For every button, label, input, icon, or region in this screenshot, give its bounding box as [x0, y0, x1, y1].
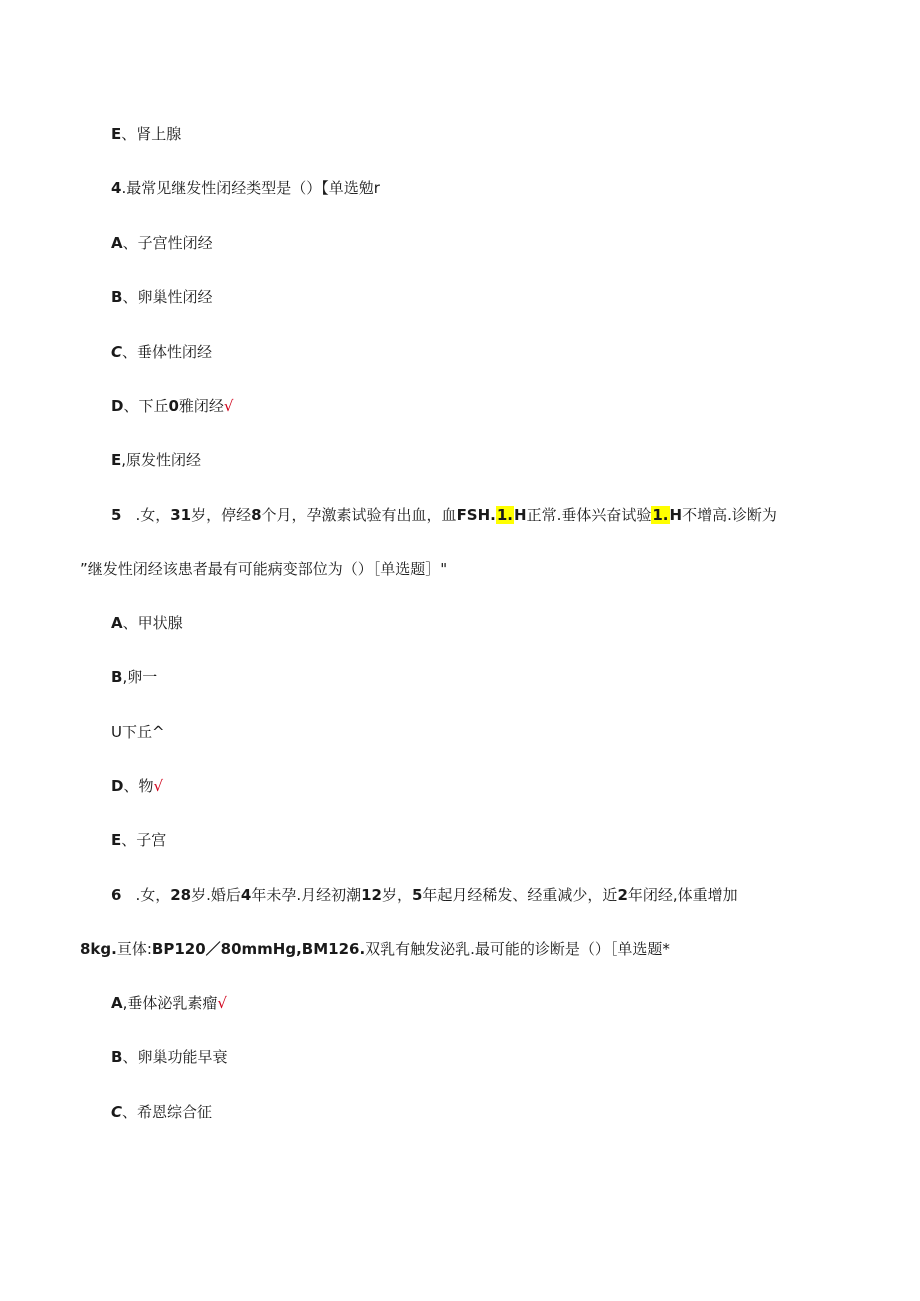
- option-text: 、卵巢性闭经: [122, 288, 213, 306]
- question-number: 6: [111, 886, 122, 904]
- stem-text: 个月，孕激素试验有出血，血: [261, 506, 457, 524]
- q6-option-b: [111, 1047, 227, 1067]
- stem-text: 双乳有触发泌乳.最可能的诊断是（）［单选题*: [365, 940, 670, 958]
- question-number: 5: [111, 506, 122, 524]
- option-letter: A: [111, 614, 123, 632]
- option-text: 、下丘: [123, 397, 169, 415]
- option-text: 、希恩综合征: [122, 1103, 213, 1121]
- stem-text: 岁.婚后: [191, 886, 241, 904]
- option-text: 、肾上腺: [121, 125, 182, 143]
- q5-option-b: [111, 667, 157, 687]
- q4-option-a: [111, 233, 213, 253]
- option-letter: E: [111, 831, 122, 849]
- option-letter: D: [111, 397, 124, 415]
- stem-text: 岁，: [381, 886, 412, 904]
- q4-option-d: [111, 396, 233, 416]
- stem-text: 年闭经,体重增加: [627, 886, 738, 904]
- option-text: 、垂体性闭经: [122, 343, 213, 361]
- option-letter: E: [111, 125, 122, 143]
- q4-option-c: [111, 342, 212, 362]
- q3-option-e: [111, 124, 181, 144]
- stem-text: 正常.垂体兴奋试验: [526, 506, 652, 524]
- correct-check-icon: √: [223, 397, 234, 415]
- stem-text: ”继发性闭经该患者最有可能病变部位为（）［单选题］": [80, 560, 448, 578]
- stem-term: BP120／80mmHg,BM126.: [151, 940, 366, 958]
- stem-text: 亘体:: [116, 940, 152, 958]
- stem-text: 年未孕.月经初潮: [251, 886, 362, 904]
- option-text: ,原发性闭经: [121, 451, 202, 469]
- q6-option-c: [111, 1102, 212, 1122]
- correct-check-icon: √: [153, 777, 164, 795]
- option-text-rest: 雅闭经: [178, 397, 224, 415]
- stem-term: H: [514, 506, 527, 524]
- q5-option-c: [111, 722, 165, 742]
- option-letter: A: [111, 234, 123, 252]
- stem-text: 不增高.诊断为: [682, 506, 777, 524]
- stem-number: 8kg.: [80, 940, 117, 958]
- q6-stem-line2: [80, 939, 670, 959]
- q5-option-d: [111, 776, 163, 796]
- option-letter: C: [111, 343, 123, 361]
- q5-stem-line2: [80, 559, 447, 579]
- stem-number: 4: [240, 886, 252, 904]
- highlight-mark: 1.: [496, 506, 514, 524]
- option-text: 、物: [123, 777, 154, 795]
- option-text: 、子宫性闭经: [122, 234, 213, 252]
- stem-text: 岁，停经: [191, 506, 252, 524]
- option-text: 、子宫: [121, 831, 167, 849]
- stem-number: 12: [361, 886, 382, 904]
- stem-term: H: [669, 506, 683, 524]
- q5-option-e: [111, 830, 166, 850]
- option-text: ,卵一: [122, 668, 158, 686]
- q6-stem-line1: [111, 885, 738, 905]
- option-text: 、甲状腺: [122, 614, 183, 632]
- option-letter: B: [111, 1048, 123, 1066]
- option-letter: C: [111, 1103, 123, 1121]
- option-text: U下丘^: [111, 723, 165, 741]
- stem-text: 年起月经稀发、经重减少，近: [422, 886, 618, 904]
- option-letter: E: [111, 451, 122, 469]
- stem-number: 28: [170, 886, 192, 904]
- stem-number: 5: [411, 886, 423, 904]
- question-number: 4: [111, 179, 122, 197]
- option-letter: D: [111, 777, 124, 795]
- stem-number: 8: [251, 506, 262, 524]
- q4-option-e: [111, 450, 201, 470]
- option-letter: B: [111, 668, 123, 686]
- stem-number: 2: [617, 886, 628, 904]
- stem-text: .女，: [135, 506, 171, 524]
- option-letter: B: [111, 288, 123, 306]
- stem-term: FSH.: [456, 506, 496, 524]
- stem-text: .女，: [135, 886, 171, 904]
- option-text: 、卵巢功能早衰: [122, 1048, 228, 1066]
- q5-stem-line1: [111, 505, 777, 525]
- q5-option-a: [111, 613, 183, 633]
- question-text: .最常见继发性闭经类型是（）【单选勉r: [121, 179, 380, 197]
- q4-option-b: [111, 287, 212, 307]
- correct-check-icon: √: [217, 994, 227, 1012]
- option-letter: A: [111, 994, 123, 1012]
- q4-stem: [111, 178, 380, 198]
- highlight-mark: 1.: [652, 506, 669, 524]
- option-text: ,垂体泌乳素瘤: [122, 994, 218, 1012]
- stem-number: 31: [170, 506, 192, 524]
- option-text-digit: 0: [168, 397, 179, 415]
- q6-option-a: [111, 993, 227, 1013]
